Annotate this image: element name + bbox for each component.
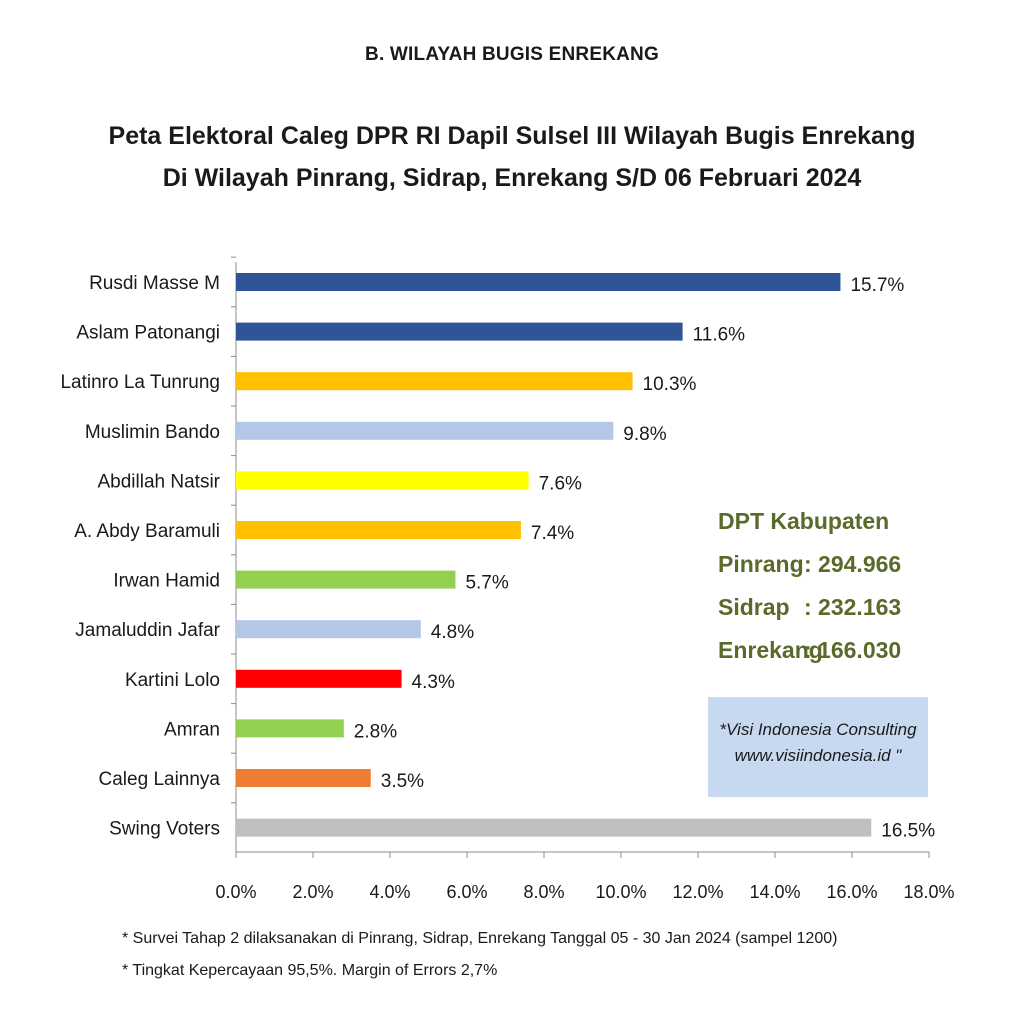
x-tick-label: 0.0% [215, 882, 257, 902]
data-label: 4.3% [411, 671, 455, 693]
data-label: 5.7% [465, 572, 509, 594]
data-label: 4.8% [430, 622, 475, 644]
data-label: 2.8% [353, 721, 398, 743]
dpt-name: Sidrap [718, 594, 790, 620]
category-label: Swing Voters [109, 818, 220, 840]
footnote-survey: * Survei Tahap 2 dilaksanakan di Pinrang, Sidrap, Enrekang Tanggal 05 - 30 Jan 2024 (sampel 1200) [122, 930, 838, 947]
category-label: Latinro La Tunrung [60, 372, 220, 394]
data-label: 16.5% [881, 820, 936, 842]
x-tick-label: 10.0% [595, 882, 647, 902]
dpt-name: Enrekang [718, 637, 823, 663]
chart-title-line-2: Di Wilayah Pinrang, Sidrap, Enrekang S/D 06 Februari 2024 [162, 164, 862, 192]
credit-box [708, 697, 928, 797]
category-label: Amran [164, 719, 220, 741]
dpt-row-pinrang [718, 543, 901, 586]
x-tick-label: 14.0% [749, 882, 801, 902]
section-heading: B. WILAYAH BUGIS ENREKANG [365, 44, 659, 65]
dpt-row-enrekang [718, 629, 901, 672]
category-label: Caleg Lainnya [98, 769, 220, 790]
credit-line-1: *Visi Indonesia Consulting [719, 720, 917, 739]
category-label: Abdillah Natsir [97, 471, 220, 493]
x-tick-label: 18.0% [903, 882, 955, 902]
dpt-info-box [718, 500, 901, 672]
data-label: 15.7% [850, 275, 905, 296]
bar [236, 372, 633, 390]
bar [236, 323, 683, 341]
bar [236, 670, 402, 688]
dpt-value: : 294.966 [804, 551, 902, 577]
category-label: Rusdi Masse M [89, 273, 220, 294]
bar [236, 422, 613, 440]
dpt-row-sidrap [718, 586, 901, 629]
data-label: 9.8% [623, 423, 667, 445]
chart-title-line-1: Peta Elektoral Caleg DPR RI Dapil Sulsel III Wilayah Bugis Enrekang [108, 122, 916, 150]
bar [236, 719, 344, 737]
dpt-name: Pinrang [718, 551, 804, 577]
category-label: Irwan Hamid [113, 570, 220, 592]
x-tick-label: 6.0% [446, 882, 488, 902]
dpt-value: : 166.030 [804, 637, 902, 663]
data-label: 7.4% [530, 523, 575, 544]
bar [236, 471, 529, 489]
category-label: Aslam Patonangi [76, 322, 220, 344]
bar [236, 769, 371, 787]
data-label: 10.3% [642, 374, 697, 396]
category-label: Jamaluddin Jafar [75, 620, 220, 642]
x-tick-label: 12.0% [672, 882, 724, 902]
footnote-confidence: * Tingkat Kepercayaan 95,5%. Margin of Errors 2,7% [122, 962, 498, 979]
category-label: A. Abdy Baramuli [74, 521, 220, 542]
x-tick-label: 2.0% [292, 882, 334, 902]
dpt-heading: DPT Kabupaten [718, 508, 890, 534]
x-tick-label: 8.0% [523, 882, 565, 902]
bar [236, 273, 840, 291]
bar [236, 819, 871, 837]
x-tick-label: 4.0% [369, 882, 411, 902]
bar [236, 571, 455, 589]
data-label: 11.6% [692, 324, 746, 346]
category-label: Kartini Lolo [124, 669, 220, 691]
bar [236, 521, 521, 539]
credit-line-2: www.visiindonesia.id " [734, 746, 902, 765]
data-label: 3.5% [380, 771, 425, 792]
dpt-value: : 232.163 [804, 594, 902, 620]
x-tick-label: 16.0% [826, 882, 878, 902]
bar [236, 620, 421, 638]
data-label: 7.6% [538, 473, 582, 495]
category-label: Muslimin Bando [84, 421, 220, 443]
